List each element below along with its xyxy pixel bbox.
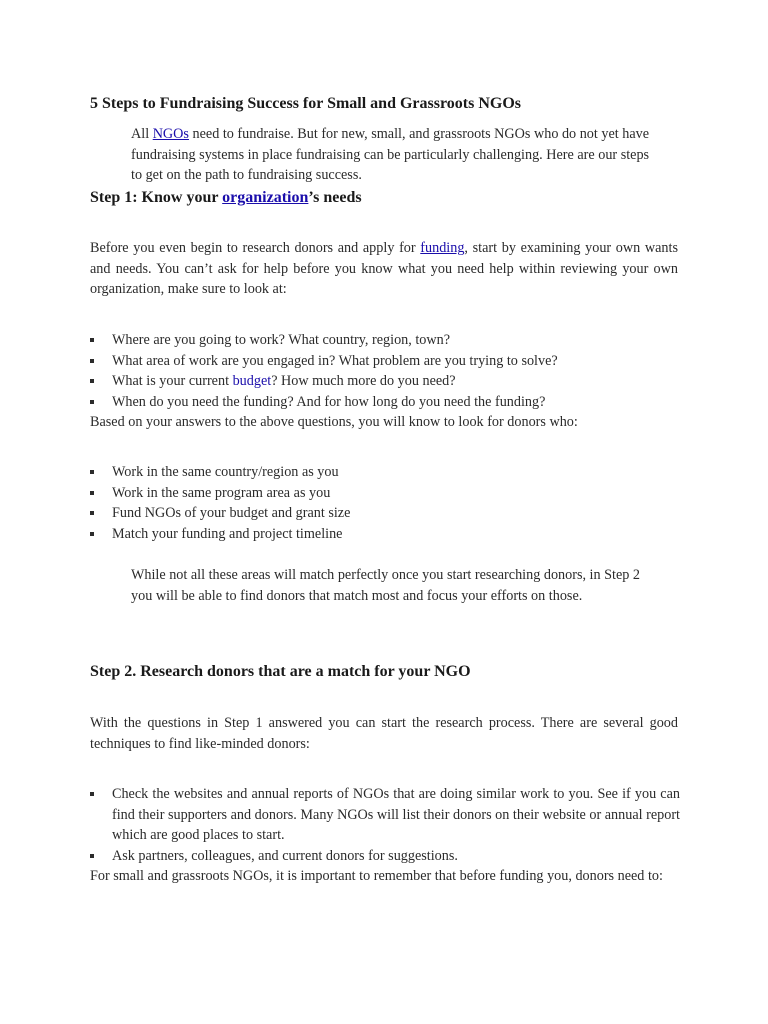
technique-text: Ask partners, colleagues, and current donors for suggestions. xyxy=(112,847,458,864)
step1-heading-end: ’s needs xyxy=(308,189,362,206)
list-item xyxy=(90,392,680,413)
criteria-text: Match your funding and project timeline xyxy=(112,525,343,542)
document-title: 5 Steps to Fundraising Success for Small and Grassroots NGOs xyxy=(90,95,522,112)
ngos-link[interactable]: NGOs xyxy=(152,126,189,142)
intro-text-rest: need to fundraise. But for new, small, and grassroots NGOs who do not yet have fundraising systems in place fundraising can be particularly challenging. Here are our steps to get on the path to fundraising success. xyxy=(131,126,650,184)
step2-closing-text: For small and grassroots NGOs, it is important to remember that before funding you, donors need to: xyxy=(90,868,663,884)
bullet-square-icon xyxy=(90,470,94,474)
step2-paragraph: With the questions in Step 1 answered you can start the research process. There are several good techniques to find like-minded donors: xyxy=(90,715,678,752)
list-item xyxy=(90,784,680,846)
intro-paragraph xyxy=(131,124,661,186)
question-text: What is your current xyxy=(112,373,233,390)
bullet-square-icon xyxy=(90,532,94,536)
based-on-answers-text: Based on your answers to the above questions, you will know to look for donors who: xyxy=(90,414,578,430)
funding-link[interactable]: funding xyxy=(420,240,465,256)
criteria-text: Work in the same program area as you xyxy=(112,484,331,501)
step1-note: While not all these areas will match perfectly once you start researching donors, in Step 2 you will be able to find donors that match most and focus your efforts on those. xyxy=(131,567,641,604)
list-item xyxy=(90,503,680,524)
bullet-square-icon xyxy=(90,491,94,495)
question-text: When do you need the funding? And for how long do you need the funding? xyxy=(112,393,546,410)
bullet-square-icon xyxy=(90,338,94,342)
step2-heading: Step 2. Research donors that are a match for your NGO xyxy=(90,663,471,680)
organization-link[interactable]: organization xyxy=(222,189,309,206)
step1-heading xyxy=(90,187,362,209)
list-item xyxy=(90,846,680,867)
budget-link[interactable]: budget xyxy=(232,373,272,390)
list-item xyxy=(90,524,680,545)
question-text-end: ? How much more do you need? xyxy=(271,373,456,390)
needs-question-list xyxy=(90,330,680,412)
bullet-square-icon xyxy=(90,511,94,515)
question-text: What area of work are you engaged in? What problem are you trying to solve? xyxy=(112,352,558,369)
bullet-square-icon xyxy=(90,792,94,796)
step1-heading-start: Step 1: Know your xyxy=(90,189,223,206)
bullet-square-icon xyxy=(90,379,94,383)
question-text: Where are you going to work? What country, region, town? xyxy=(112,332,451,348)
list-item xyxy=(90,371,680,392)
step1-text-start: Before you even begin to research donors and apply for xyxy=(90,240,421,256)
donor-criteria-list xyxy=(90,462,680,544)
criteria-text: Fund NGOs of your budget and grant size xyxy=(112,505,351,522)
list-item xyxy=(90,483,680,504)
step1-paragraph xyxy=(90,238,678,300)
intro-text-start: All xyxy=(131,126,153,142)
step1-text-rest: , start by examining your own wants and needs. You can’t ask for help before you know what you need help within reviewing your own organization, make sure to look at: xyxy=(90,240,678,298)
criteria-text: Work in the same country/region as you xyxy=(112,464,339,480)
bullet-square-icon xyxy=(90,359,94,363)
list-item xyxy=(90,330,680,351)
research-techniques-list xyxy=(90,784,680,866)
bullet-square-icon xyxy=(90,400,94,404)
technique-text: Check the websites and annual reports of NGOs that are doing similar work to you. See if you can find their supporters and donors. Many NGOs will list their donors on their website or annual report which are good places to start. xyxy=(112,786,680,844)
bullet-square-icon xyxy=(90,854,94,858)
list-item xyxy=(90,351,680,372)
list-item xyxy=(90,462,680,483)
